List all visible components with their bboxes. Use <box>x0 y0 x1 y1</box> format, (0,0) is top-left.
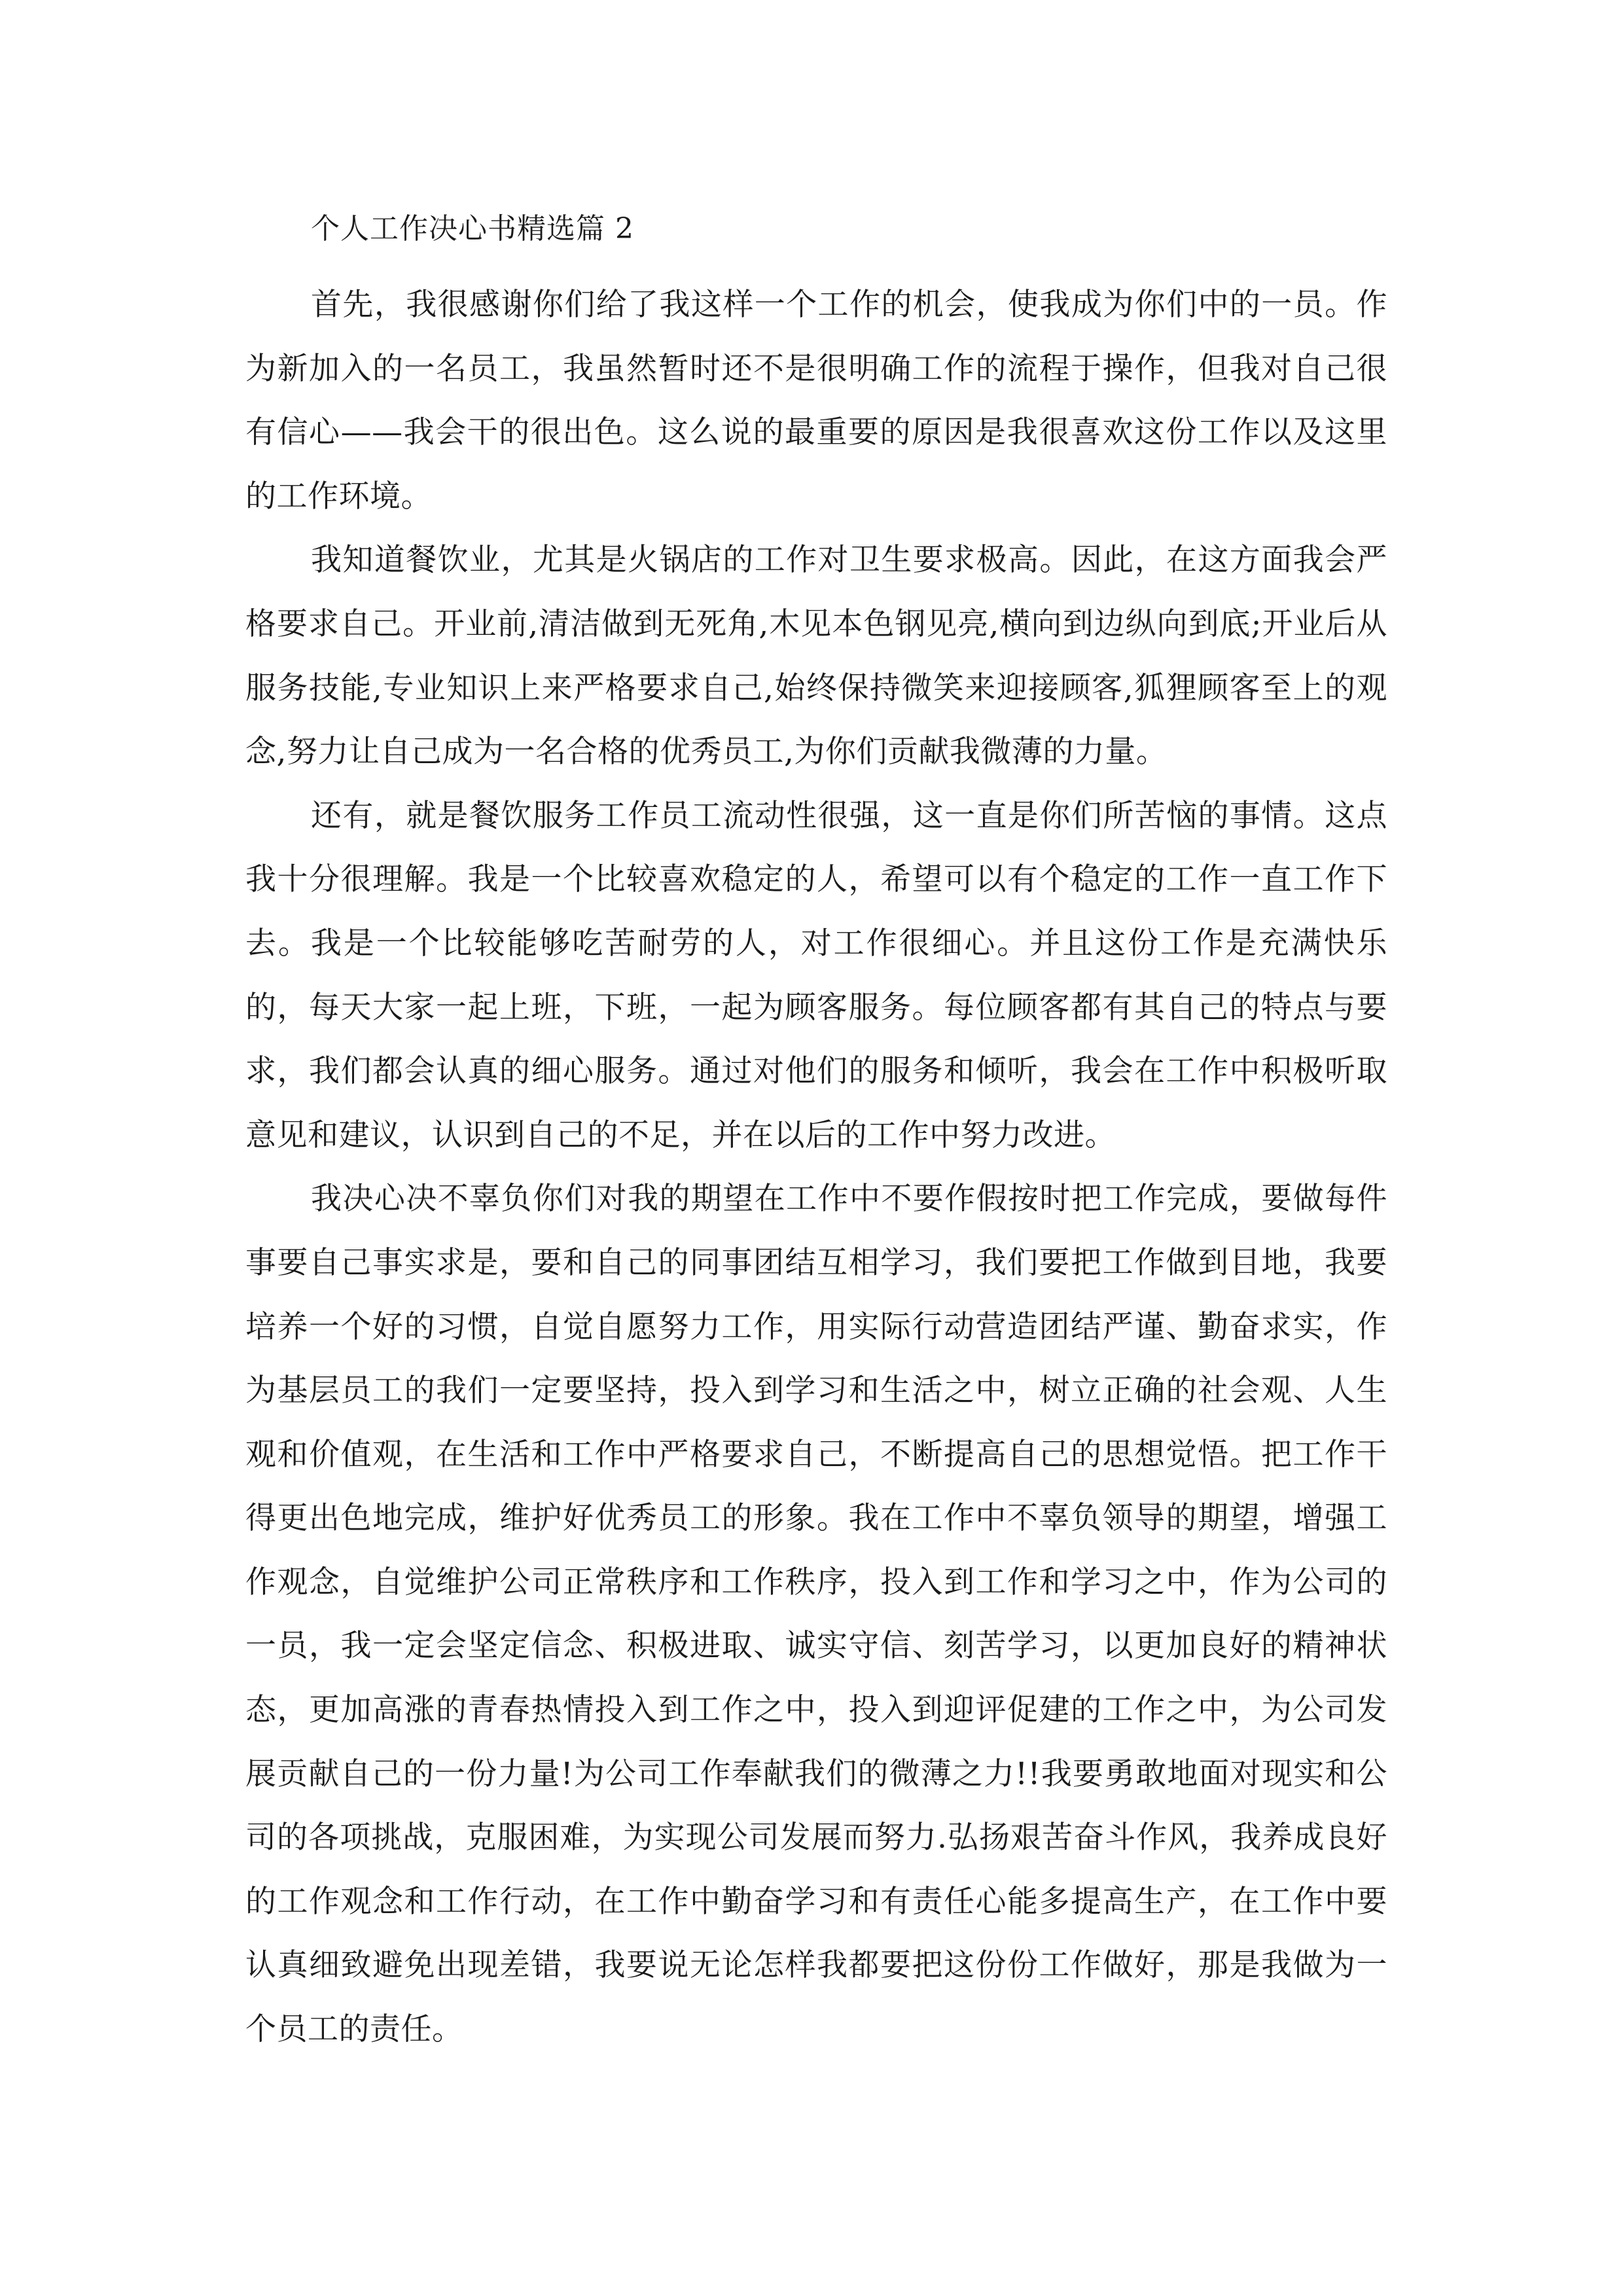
paragraph-1: 首先，我很感谢你们给了我这样一个工作的机会，使我成为你们中的一员。作为新加入的一名员工，我虽然暂时还不是很明确工作的流程于操作，但我对自己很有信心——我会干的很出色。这么说的最重要的原因是我很喜欢这份工作以及这里的工作环境。 <box>245 287 1387 514</box>
paragraph-3: 还有，就是餐饮服务工作员工流动性很强，这一直是你们所苦恼的事情。这点我十分很理解。我是一个比较喜欢稳定的人，希望可以有个稳定的工作一直工作下去。我是一个比较能够吃苦耐劳的人，对工作很细心。并且这份工作是充满快乐的，每天大家一起上班，下班，一起为顾客服务。每位顾客都有其自己的特点与要求，我们都会认真的细心服务。通过对他们的服务和倾听，我会在工作中积极听取意见和建议，认识到自己的不足，并在以后的工作中努力改进。 <box>245 797 1387 1153</box>
document-title: 个人工作决心书精选篇 2 <box>311 212 634 245</box>
document-body <box>245 208 1387 2062</box>
paragraph-4: 我决心决不辜负你们对我的期望在工作中不要作假按时把工作完成，要做每件事要自己事实求是，要和自己的同事团结互相学习，我们要把工作做到目地，我要培养一个好的习惯，自觉自愿努力工作，用实际行动营造团结严谨、勤奋求实，作为基层员工的我们一定要坚持，投入到学习和生活之中，树立正确的社会观、人生观和价值观，在生活和工作中严格要求自己，不断提高自己的思想觉悟。把工作干得更出色地完成，维护好优秀员工的形象。我在工作中不辜负领导的期望，增强工作观念，自觉维护公司正常秩序和工作秩序，投入到工作和学习之中，作为公司的一员，我一定会坚定信念、积极进取、诚实守信、刻苦学习，以更加良好的精神状态，更加高涨的青春热情投入到工作之中，投入到迎评促建的工作之中，为公司发展贡献自己的一份力量!为公司工作奉献我们的微薄之力!!我要勇敢地面对现实和公司的各项挑战，克服困难，为实现公司发展而努力.弘扬艰苦奋斗作风，我养成良好的工作观念和工作行动，在工作中勤奋学习和有责任心能多提高生产，在工作中要认真细致避免出现差错，我要说无论怎样我都要把这份份工作做好，那是我做为一个员工的责任。 <box>245 1181 1387 2048</box>
paragraph-2: 我知道餐饮业，尤其是火锅店的工作对卫生要求极高。因此，在这方面我会严格要求自己。开业前,清洁做到无死角,木见本色钢见亮,横向到边纵向到底;开业后从服务技能,专业知识上来严格要求自己,始终保持微笑来迎接顾客,狐狸顾客至上的观念,努力让自己成为一名合格的优秀员工,为你们贡献我微薄的力量。 <box>245 542 1387 770</box>
